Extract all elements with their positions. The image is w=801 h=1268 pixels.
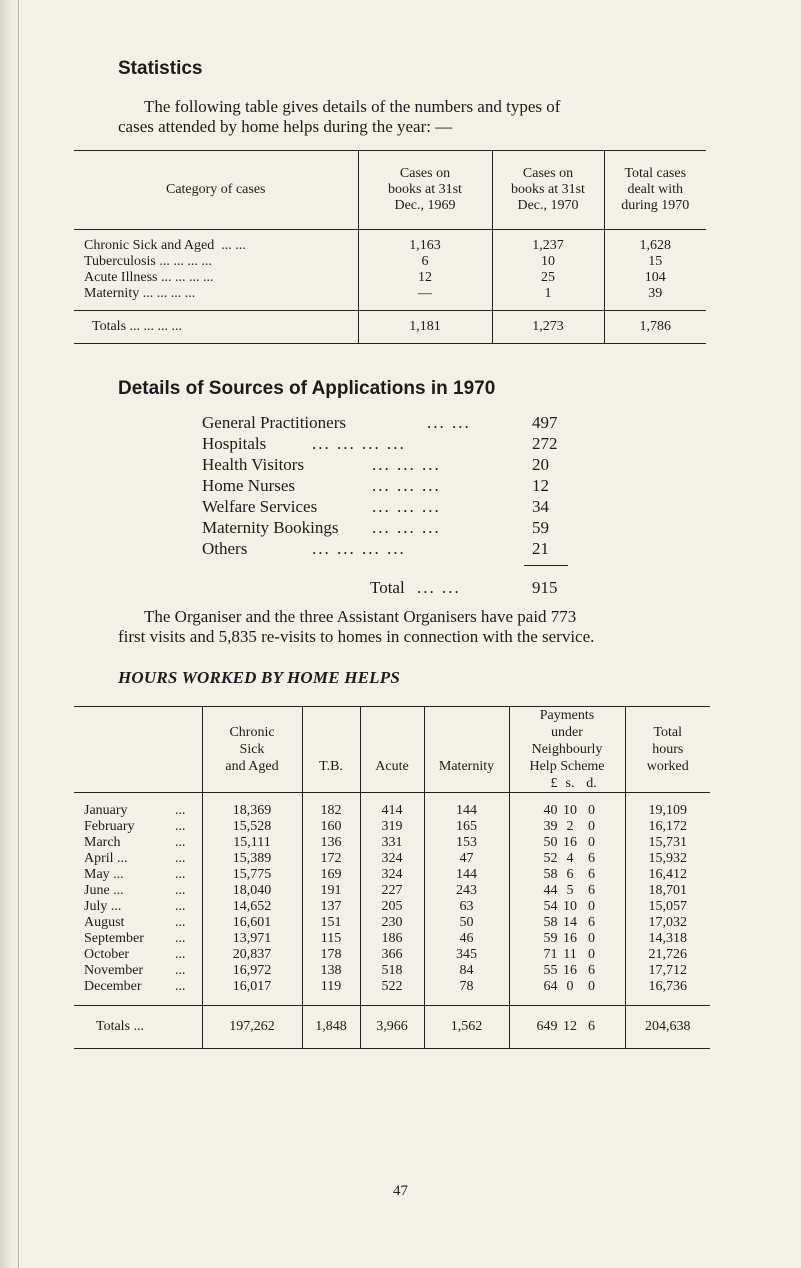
pounds-value: 54 — [543, 899, 558, 914]
hours-totals-tb: 1,848 — [302, 1006, 360, 1049]
pounds-value: 59 — [543, 931, 558, 946]
pounds-value: 55 — [543, 963, 558, 978]
table-row — [74, 947, 710, 963]
source-label: Hospitals — [202, 434, 267, 453]
maternity-cell: 78 — [424, 979, 509, 995]
hours-totals-row — [74, 1006, 710, 1049]
month-label: August — [84, 915, 125, 930]
sources-heading: Details of Sources of Applications in 1970 — [118, 378, 496, 399]
leader-dots: ... — [175, 883, 186, 898]
leader-dots: ... ... ... ... — [160, 270, 214, 285]
acute-cell: 414 — [360, 803, 424, 819]
row-category: Maternity — [84, 286, 140, 301]
month-cell — [74, 947, 202, 963]
shillings-value: 5 — [566, 883, 574, 898]
header-total-l1: Total cases — [624, 166, 687, 181]
tb-cell: 115 — [302, 931, 360, 947]
totals-pounds: 649 — [536, 1019, 558, 1034]
payment-cell — [509, 883, 625, 899]
pence-value: 6 — [588, 915, 595, 930]
pence-value: 6 — [588, 963, 595, 978]
list-item — [202, 413, 562, 433]
total-label: Total — [370, 578, 405, 597]
header-total-cases — [604, 151, 706, 230]
header-shillings: s. — [565, 776, 575, 791]
leader-dots: ... — [175, 979, 186, 994]
cell-1969: 1,163 — [358, 238, 492, 254]
row-category: Chronic Sick and Aged — [84, 238, 215, 253]
source-label: Welfare Services — [202, 497, 318, 516]
total-hours-cell: 15,932 — [648, 851, 687, 866]
tb-cell: 136 — [302, 835, 360, 851]
tb-cell: 119 — [302, 979, 360, 995]
leader-dots: ... ... ... — [372, 497, 441, 516]
leader-dots: ... ... — [427, 413, 471, 432]
pence-value: 0 — [588, 979, 595, 994]
hours-totals-payment — [509, 1006, 625, 1049]
table-row — [74, 915, 710, 931]
hours-totals-acute: 3,966 — [360, 1006, 424, 1049]
shillings-value: 10 — [563, 899, 577, 914]
totals-1970: 1,273 — [492, 311, 604, 344]
source-value: 59 — [532, 518, 549, 537]
pounds-value: 50 — [543, 835, 558, 850]
sources-total-row — [202, 578, 562, 598]
header-chronic-l2: Sick — [239, 742, 265, 757]
leader-dots: ... ... ... ... — [142, 286, 196, 301]
table-row — [74, 963, 710, 979]
hours-table-body — [74, 803, 710, 995]
totals-label: Totals — [92, 319, 127, 334]
shillings-value: 2 — [566, 819, 574, 834]
pounds-value: 39 — [543, 819, 558, 834]
table-row — [74, 851, 710, 867]
list-item — [202, 476, 562, 496]
month-cell — [74, 979, 202, 995]
row-category: Tuberculosis — [84, 254, 156, 269]
leader-dots: ... — [175, 931, 186, 946]
total-hours-cell: 16,172 — [648, 819, 687, 834]
list-item — [202, 455, 562, 475]
header-tb-label: T.B. — [319, 759, 343, 774]
month-cell — [74, 851, 202, 867]
statistics-heading: Statistics — [118, 58, 203, 79]
tb-cell: 138 — [302, 963, 360, 979]
header-category: Category of cases — [74, 151, 358, 230]
totals-pence: 6 — [588, 1019, 595, 1034]
payment-cell — [509, 851, 625, 867]
source-value: 272 — [532, 434, 558, 453]
hours-table — [74, 706, 710, 1049]
payment-cell — [509, 931, 625, 947]
leader-dots: ... ... — [221, 238, 246, 253]
payment-cell — [509, 915, 625, 931]
statistics-intro-line1: The following table gives details of the numbers and types of — [144, 97, 561, 116]
leader-dots: ... — [175, 867, 186, 882]
month-label: April ... — [84, 851, 128, 866]
hours-totals-total: 204,638 — [625, 1006, 710, 1049]
month-label: June ... — [84, 883, 124, 898]
month-cell — [74, 883, 202, 899]
leader-dots: ... — [175, 851, 186, 866]
payment-cell — [509, 963, 625, 979]
table-row — [74, 238, 706, 254]
total-hours-cell: 16,412 — [648, 867, 687, 882]
total-hours-cell: 18,701 — [648, 883, 687, 898]
month-cell — [74, 899, 202, 915]
leader-dots: ... ... ... ... — [159, 254, 212, 269]
header-cases-1970-l2: books at 31st — [511, 182, 585, 197]
month-cell — [74, 963, 202, 979]
header-acute — [360, 707, 424, 793]
source-label: General Practitioners — [202, 413, 346, 432]
acute-cell: 518 — [360, 963, 424, 979]
header-pounds: £ — [550, 776, 558, 791]
cell-total: 104 — [644, 270, 666, 285]
payment-cell — [509, 835, 625, 851]
leader-dots: ... ... ... — [372, 518, 441, 537]
hours-totals-maternity: 1,562 — [424, 1006, 509, 1049]
month-label: September — [84, 931, 144, 946]
pounds-value: 58 — [543, 867, 558, 882]
organiser-para-line1: The Organiser and the three Assistant Organisers have paid 773 — [144, 607, 577, 626]
acute-cell: 324 — [360, 851, 424, 867]
chronic-cell: 16,972 — [202, 963, 302, 979]
chronic-cell: 15,389 — [202, 851, 302, 867]
pence-value: 0 — [588, 803, 595, 818]
shillings-value: 10 — [563, 803, 577, 818]
header-month — [74, 707, 202, 793]
shillings-value: 16 — [563, 963, 577, 978]
header-acute-label: Acute — [375, 759, 409, 774]
cases-table — [74, 150, 706, 344]
month-cell — [74, 835, 202, 851]
leader-dots: ... ... ... ... — [312, 434, 406, 453]
total-hours-cell: 19,109 — [648, 803, 687, 818]
tb-cell: 182 — [302, 803, 360, 819]
total-hours-cell: 15,731 — [648, 835, 687, 850]
total-hours-cell: 21,726 — [648, 947, 687, 962]
month-cell — [74, 819, 202, 835]
chronic-cell: 16,017 — [202, 979, 302, 995]
total-hours-cell: 14,318 — [648, 931, 687, 946]
total-hours-cell: 17,032 — [648, 915, 687, 930]
month-label: December — [84, 979, 142, 994]
payment-cell — [509, 803, 625, 819]
table-row — [74, 270, 706, 286]
total-value: 915 — [532, 578, 558, 597]
pounds-value: 44 — [543, 883, 558, 898]
statistics-intro-line2: cases attended by home helps during the year: — — [118, 117, 453, 136]
header-chronic-l1: Chronic — [229, 725, 275, 740]
maternity-cell: 84 — [424, 963, 509, 979]
table-row — [74, 819, 710, 835]
leader-dots: ... — [175, 819, 186, 834]
header-pence: d. — [586, 776, 597, 791]
shillings-value: 14 — [563, 915, 577, 930]
source-label: Maternity Bookings — [202, 518, 339, 537]
leader-dots: ... — [175, 963, 186, 978]
page-number: 47 — [393, 1183, 408, 1199]
header-payments — [509, 707, 625, 793]
chronic-cell: 18,369 — [202, 803, 302, 819]
chronic-cell: 15,528 — [202, 819, 302, 835]
header-total-hours — [625, 707, 710, 793]
shillings-value: 16 — [563, 835, 577, 850]
tb-cell: 178 — [302, 947, 360, 963]
total-hours-cell: 17,712 — [648, 963, 687, 978]
pounds-value: 58 — [543, 915, 558, 930]
tb-cell: 191 — [302, 883, 360, 899]
tb-cell: 137 — [302, 899, 360, 915]
leader-dots: ... — [175, 947, 186, 962]
header-maternity-label: Maternity — [438, 759, 495, 774]
cell-total: 15 — [648, 254, 663, 269]
leader-dots: ... ... — [417, 578, 461, 597]
table-row — [74, 835, 710, 851]
hours-totals-chronic: 197,262 — [202, 1006, 302, 1049]
cell-1969: 6 — [358, 254, 492, 270]
source-label: Home Nurses — [202, 476, 296, 495]
month-cell — [74, 803, 202, 819]
source-label: Health Visitors — [202, 455, 305, 474]
row-category: Acute Illness — [84, 270, 158, 285]
cell-1970: 10 — [492, 254, 604, 270]
table-row — [74, 254, 706, 270]
maternity-cell: 345 — [424, 947, 509, 963]
leader-dots: ... — [175, 803, 186, 818]
month-label: November — [84, 963, 144, 978]
cases-table-header — [74, 151, 706, 230]
month-label: March — [84, 835, 121, 850]
chronic-cell: 16,601 — [202, 915, 302, 931]
header-payments-l2: under — [551, 725, 583, 740]
acute-cell: 319 — [360, 819, 424, 835]
maternity-cell: 243 — [424, 883, 509, 899]
maternity-cell: 50 — [424, 915, 509, 931]
acute-cell: 331 — [360, 835, 424, 851]
header-cases-1970-l1: Cases on — [522, 166, 574, 181]
source-value: 34 — [532, 497, 549, 516]
source-value: 20 — [532, 455, 549, 474]
maternity-cell: 153 — [424, 835, 509, 851]
pence-value: 6 — [588, 851, 595, 866]
pence-value: 0 — [588, 947, 595, 962]
leader-dots: ... — [175, 899, 186, 914]
leader-dots: ... — [175, 915, 186, 930]
maternity-cell: 46 — [424, 931, 509, 947]
maternity-cell: 47 — [424, 851, 509, 867]
pounds-value: 71 — [543, 947, 558, 962]
list-item — [202, 434, 562, 454]
shillings-value: 16 — [563, 931, 577, 946]
leader-dots: ... ... ... ... — [312, 539, 406, 558]
table-row — [74, 899, 710, 915]
totals-total: 1,786 — [604, 311, 706, 344]
leader-dots: ... ... ... ... — [129, 319, 183, 334]
total-hours-cell: 15,057 — [648, 899, 687, 914]
table-row — [74, 883, 710, 899]
shillings-value: 6 — [566, 867, 574, 882]
totals-1969: 1,181 — [358, 311, 492, 344]
month-label: May ... — [84, 867, 124, 882]
acute-cell: 366 — [360, 947, 424, 963]
totals-row — [74, 311, 706, 344]
hours-table-header — [74, 707, 710, 793]
header-total-hours-l2: hours — [652, 742, 684, 757]
header-maternity — [424, 707, 509, 793]
chronic-cell: 14,652 — [202, 899, 302, 915]
payment-cell — [509, 947, 625, 963]
cell-1969: 12 — [358, 270, 492, 286]
month-label: February — [84, 819, 135, 834]
list-item — [202, 518, 562, 538]
tb-cell: 169 — [302, 867, 360, 883]
chronic-cell: 15,111 — [202, 835, 302, 851]
cell-1970: 1 — [492, 286, 604, 302]
cell-1970: 25 — [492, 270, 604, 286]
cell-1969: — — [358, 286, 492, 302]
acute-cell: 205 — [360, 899, 424, 915]
source-label: Others — [202, 539, 248, 558]
table-row — [74, 979, 710, 995]
header-chronic-l3: and Aged — [225, 759, 279, 774]
chronic-cell: 15,775 — [202, 867, 302, 883]
chronic-cell: 13,971 — [202, 931, 302, 947]
pence-value: 0 — [588, 835, 595, 850]
header-total-l3: during 1970 — [621, 198, 690, 213]
header-tb — [302, 707, 360, 793]
shillings-value: 4 — [566, 851, 574, 866]
pence-value: 0 — [588, 931, 595, 946]
header-cases-1969-l3: Dec., 1969 — [394, 198, 456, 213]
list-item — [202, 497, 562, 517]
pence-value: 6 — [588, 867, 595, 882]
month-cell — [74, 915, 202, 931]
header-payments-l4: Help Scheme — [529, 759, 605, 774]
pounds-value: 52 — [543, 851, 558, 866]
header-cases-1969-l1: Cases on — [399, 166, 451, 181]
acute-cell: 186 — [360, 931, 424, 947]
tb-cell: 151 — [302, 915, 360, 931]
totals-shillings: 12 — [563, 1019, 577, 1034]
table-row — [74, 286, 706, 302]
payment-cell — [509, 819, 625, 835]
table-row — [74, 867, 710, 883]
pence-value: 0 — [588, 819, 595, 834]
month-label: July ... — [84, 899, 122, 914]
header-payments-l1: Payments — [539, 708, 595, 723]
pounds-value: 64 — [543, 979, 558, 994]
header-payments-l3: Neighbourly — [531, 742, 603, 757]
total-hours-cell: 16,736 — [648, 979, 687, 994]
header-total-l2: dealt with — [627, 182, 684, 197]
header-total-hours-l3: worked — [646, 759, 689, 774]
hours-heading: HOURS WORKED BY HOME HELPS — [118, 668, 400, 687]
maternity-cell: 144 — [424, 803, 509, 819]
cell-total: 1,628 — [639, 238, 671, 253]
payment-cell — [509, 979, 625, 995]
header-total-hours-l1: Total — [653, 725, 683, 740]
source-value: 21 — [532, 539, 549, 558]
chronic-cell: 20,837 — [202, 947, 302, 963]
payment-cell — [509, 899, 625, 915]
table-row — [74, 931, 710, 947]
chronic-cell: 18,040 — [202, 883, 302, 899]
header-cases-1970 — [492, 151, 604, 230]
hours-totals-label: Totals ... — [74, 1006, 202, 1049]
acute-cell: 324 — [360, 867, 424, 883]
payment-cell — [509, 867, 625, 883]
maternity-cell: 144 — [424, 867, 509, 883]
header-cases-1969-l2: books at 31st — [388, 182, 462, 197]
cell-1970: 1,237 — [492, 238, 604, 254]
pounds-value: 40 — [543, 803, 558, 818]
maternity-cell: 165 — [424, 819, 509, 835]
maternity-cell: 63 — [424, 899, 509, 915]
shillings-value: 0 — [566, 979, 574, 994]
organiser-para-line2: first visits and 5,835 re-visits to homes in connection with the service. — [118, 627, 595, 646]
header-cases-1970-l3: Dec., 1970 — [517, 198, 579, 213]
shillings-value: 11 — [563, 947, 577, 962]
acute-cell: 522 — [360, 979, 424, 995]
cell-total: 39 — [648, 286, 663, 301]
tb-cell: 172 — [302, 851, 360, 867]
total-rule — [524, 565, 568, 566]
acute-cell: 230 — [360, 915, 424, 931]
month-cell — [74, 931, 202, 947]
leader-dots: ... — [175, 835, 186, 850]
month-label: January — [84, 803, 128, 818]
source-value: 12 — [532, 476, 549, 495]
month-label: October — [84, 947, 130, 962]
list-item — [202, 539, 562, 559]
pence-value: 6 — [588, 883, 595, 898]
header-chronic — [202, 707, 302, 793]
source-value: 497 — [532, 413, 558, 432]
header-cases-1969 — [358, 151, 492, 230]
pence-value: 0 — [588, 899, 595, 914]
table-row — [74, 803, 710, 819]
acute-cell: 227 — [360, 883, 424, 899]
leader-dots: ... ... ... — [372, 455, 441, 474]
leader-dots: ... ... ... — [372, 476, 441, 495]
month-cell — [74, 867, 202, 883]
tb-cell: 160 — [302, 819, 360, 835]
